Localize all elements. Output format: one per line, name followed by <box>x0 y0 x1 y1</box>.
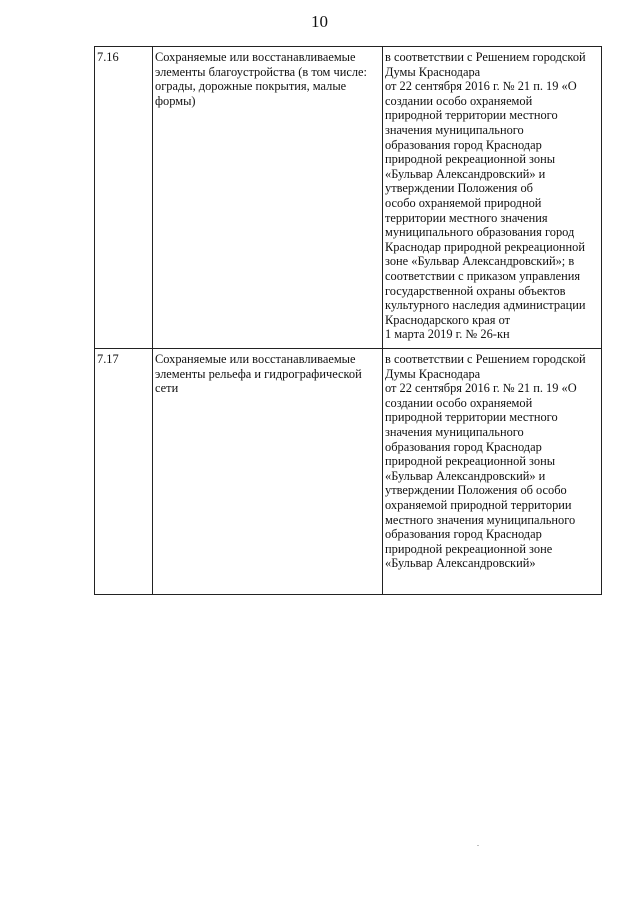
page-number: 10 <box>311 12 328 31</box>
table-row <box>95 47 602 349</box>
requirements-table <box>94 46 602 595</box>
table-row <box>95 349 602 595</box>
scan-artifact <box>477 845 479 846</box>
item-number-cell: 7.17 <box>95 349 153 595</box>
legal-basis-cell: в соответствии с Решением городской Думы Краснодара от 22 сентября 2016 г. № 21 п. 19 «О создании особо охраняемой природной территории местного значения муниципального образования город Краснодар природной рекреационной зоны «Бульвар Александровский» и утверждении Положения об особо охраняемой природной территории местного значения муниципального образования город Краснодар природной рекреационной зоне «Бульвар Александровский»; в соответствии с приказом управления государственной охраны объектов культурного наследия администрации Краснодарского края от 1 марта 2019 г. № 26-кн <box>383 47 602 349</box>
item-number-cell: 7.16 <box>95 47 153 349</box>
item-name-cell: Сохраняемые или восстанавливаемые элементы благоустройства (в том числе: ограды, дорожные покрытия, малые формы) <box>153 47 383 349</box>
legal-basis-cell: в соответствии с Решением городской Думы Краснодара от 22 сентября 2016 г. № 21 п. 19 «О создании особо охраняемой природной территории местного значения муниципального образования город Краснодар природной рекреационной зоны «Бульвар Александровский» и утверждении Положения об особо охраняемой природной территории местного значения муниципального образования город Краснодар природной рекреационной зоне «Бульвар Александровский» <box>383 349 602 595</box>
item-name-cell: Сохраняемые или восстанавливаемые элементы рельефа и гидрографической сети <box>153 349 383 595</box>
